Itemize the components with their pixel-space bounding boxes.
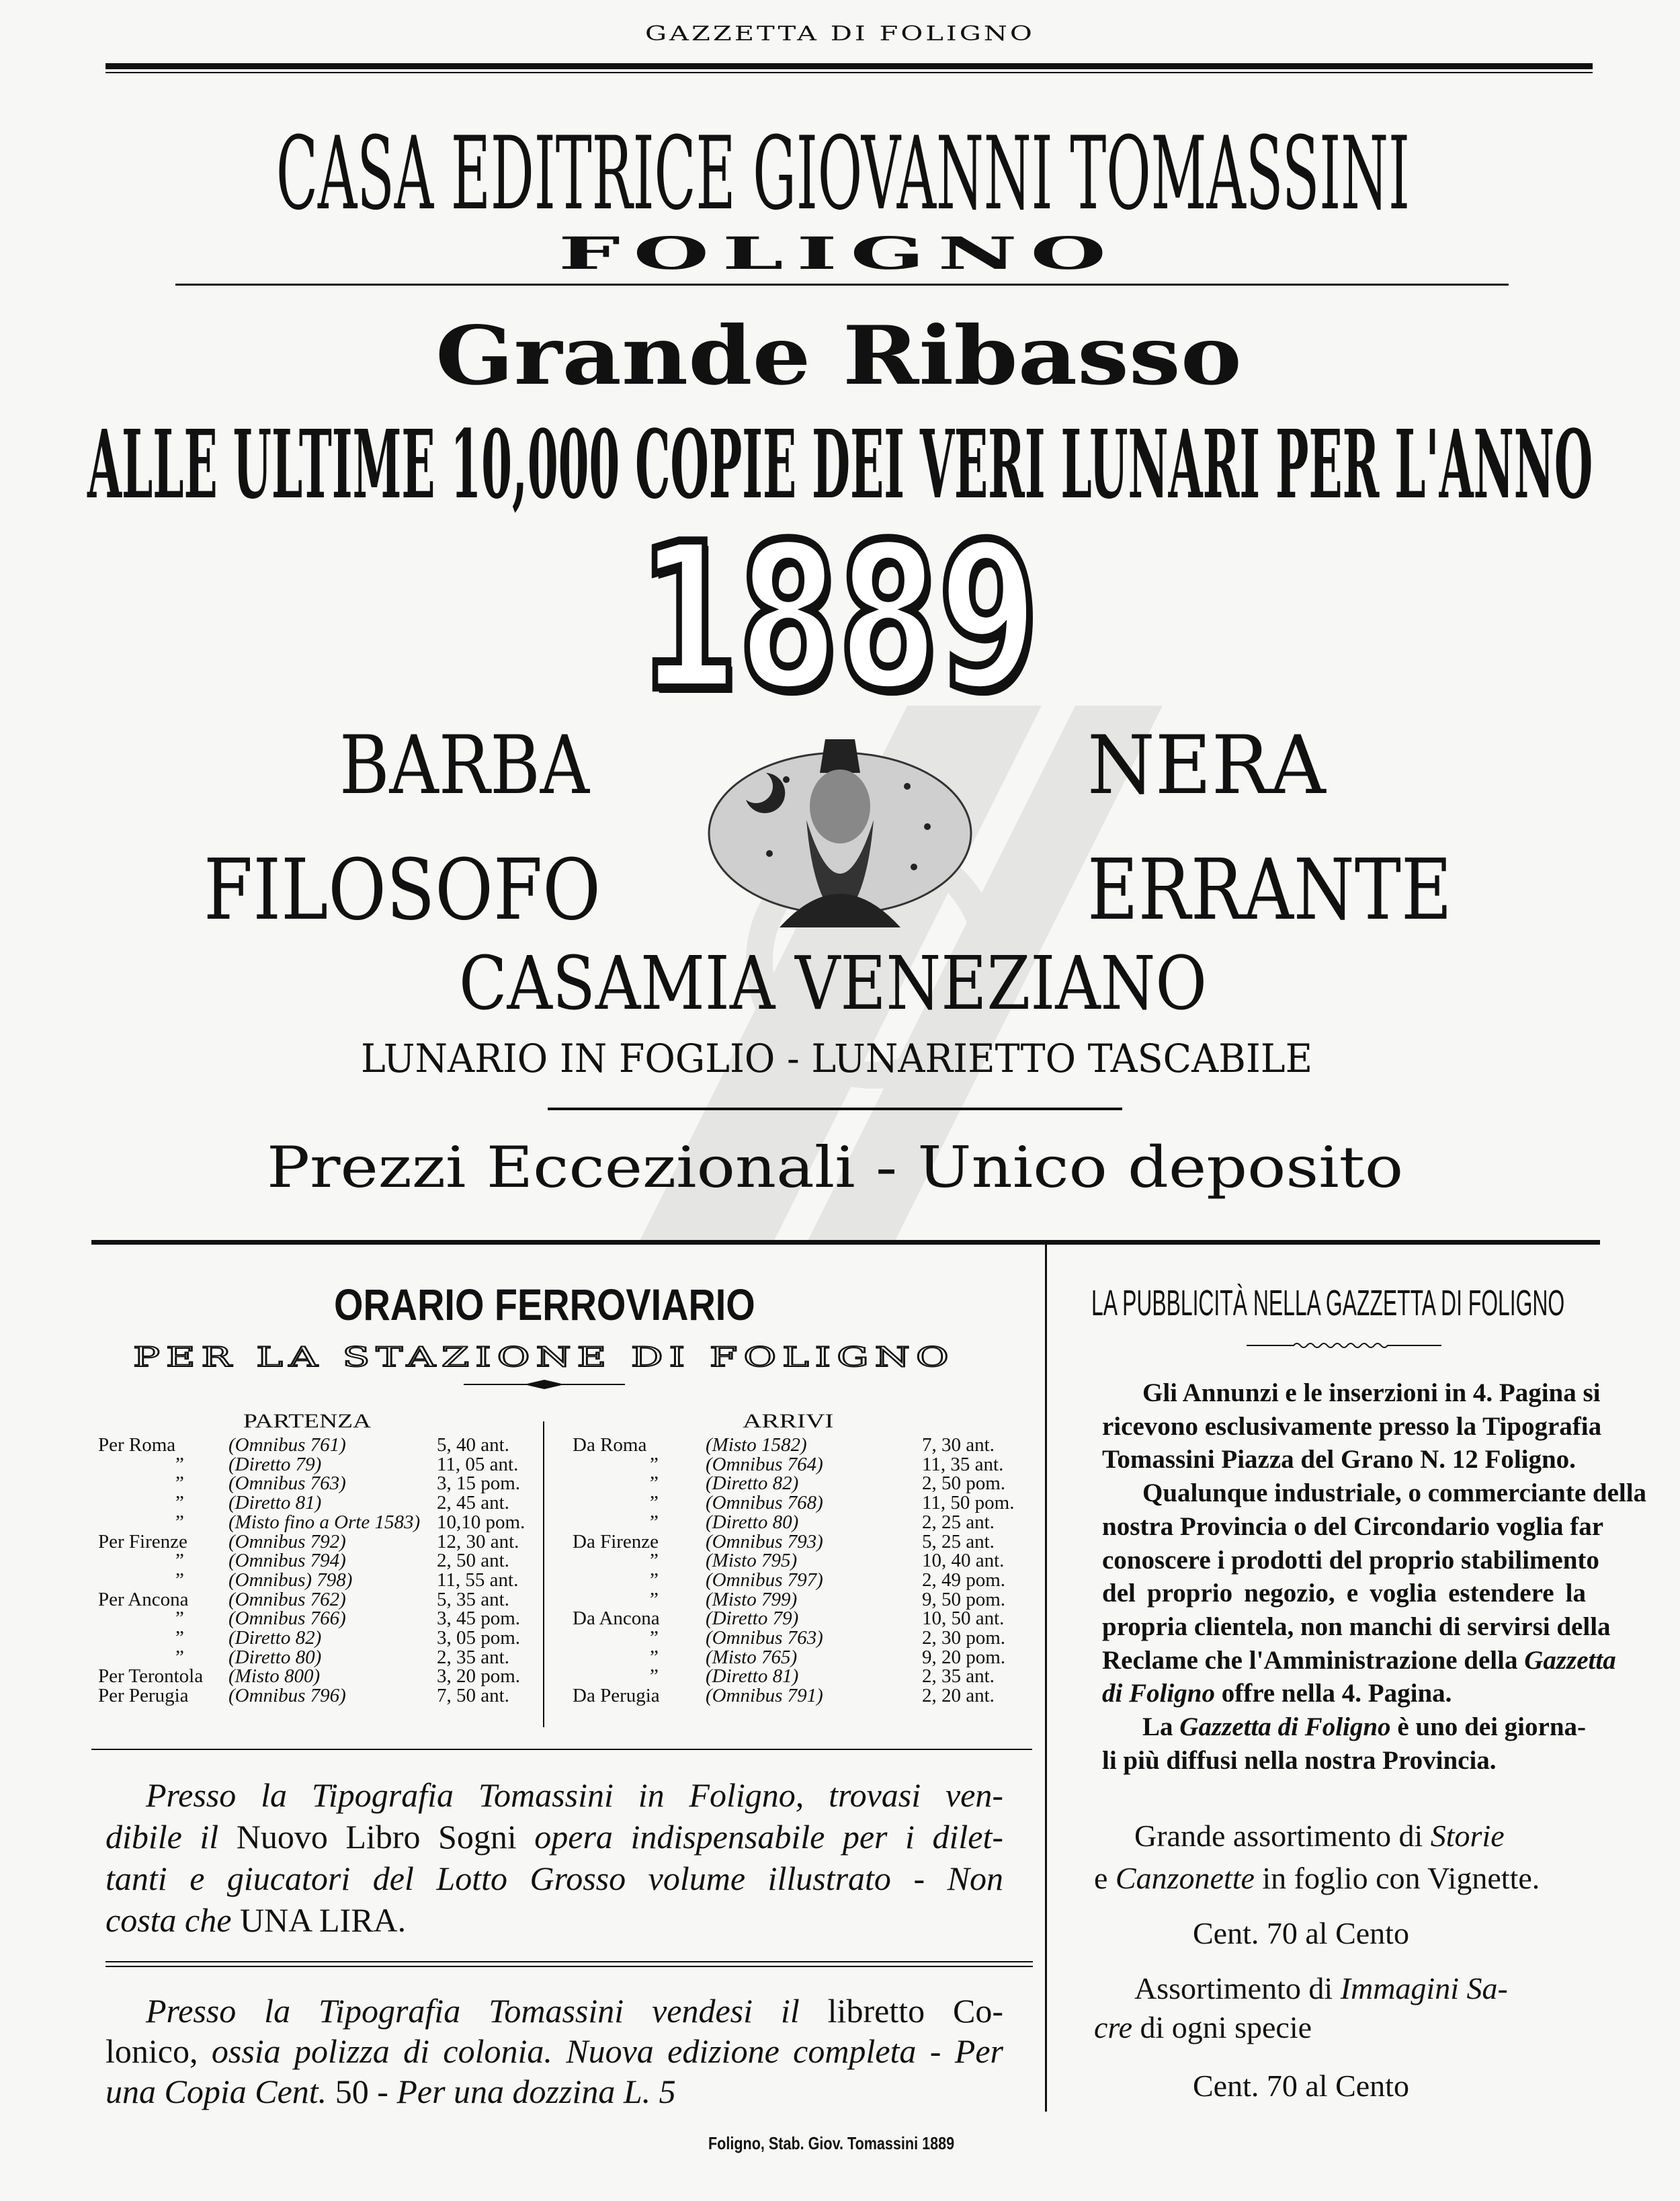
- italic-text: dibile il: [106, 1818, 237, 1856]
- train-time: 2, 25 ant.: [922, 1511, 995, 1533]
- station-name: ”: [650, 1550, 659, 1572]
- prices-line: Prezzi Eccezionali - Unico deposito: [267, 1134, 1404, 1200]
- train-time: 11, 05 ant.: [437, 1453, 519, 1475]
- train-name: (Omnibus 762): [228, 1588, 346, 1610]
- train-time: 11, 35 ant.: [922, 1453, 1004, 1475]
- title-barba: BARBA: [339, 719, 590, 813]
- train-time: 10,10 pom.: [437, 1511, 526, 1533]
- italic-text: costa che: [106, 1901, 240, 1939]
- publicity-line: [1142, 1477, 1647, 1510]
- title-filosofo: FILOSOFO: [204, 841, 601, 939]
- train-name: (Diretto 81): [706, 1665, 799, 1688]
- train-name: (Diretto 82): [706, 1472, 799, 1495]
- footer-imprint: Foligno, Stab. Giov. Tomassini 1889: [708, 2133, 955, 2153]
- station-name: Da Roma: [573, 1434, 647, 1456]
- train-name: (Omnibus 796): [228, 1685, 346, 1707]
- immagini-italic: Immagini Sa-: [1340, 1971, 1508, 2005]
- immagini-line-2: [1094, 2009, 1312, 2045]
- price-storie: Cent. 70 al Cento: [1193, 1916, 1409, 1950]
- station-name: Da Firenze: [573, 1530, 659, 1552]
- publicity-line: [1102, 1443, 1586, 1477]
- ad-libro-line: [106, 1858, 1003, 1899]
- publicity-line: [1142, 1376, 1601, 1410]
- train-name: (Misto 1582): [706, 1434, 807, 1456]
- text: Tomassini Piazza del Grano N. 12 Foligno.: [1102, 1445, 1576, 1475]
- train-name: (Misto fino a Orte 1583): [228, 1511, 421, 1533]
- train-time: 2, 50 ant.: [437, 1550, 509, 1572]
- train-name: (Omnibus 768): [706, 1492, 823, 1514]
- station-name: ”: [175, 1550, 184, 1572]
- text: Nuovo Libro Sogni: [236, 1818, 535, 1856]
- station-name: ”: [650, 1627, 659, 1649]
- rule-formats: [548, 1108, 1122, 1110]
- station-name: ”: [175, 1627, 184, 1649]
- publicity-line: [1102, 1744, 1586, 1778]
- double-rule-a: [106, 1961, 1033, 1962]
- ad-libretto-line: [106, 2031, 1003, 2071]
- headline-year: 1889: [638, 501, 1038, 735]
- station-name: ”: [175, 1569, 184, 1591]
- text: Qualunque industriale, o commerciante della: [1142, 1479, 1647, 1508]
- headline-offer: ALLE ULTIME 10,000 COPIE DEI VERI LUNARI PER L'ANNO: [87, 410, 1593, 520]
- italic-text: - Per una dozzina L. 5: [368, 2073, 676, 2110]
- train-name: (Omnibus 764): [706, 1453, 823, 1475]
- train-time: 2, 35 ant.: [922, 1665, 995, 1688]
- text: UNA LIRA.: [239, 1901, 407, 1939]
- italic-text: Gazzetta: [1524, 1645, 1616, 1675]
- train-time: 11, 50 pom.: [922, 1492, 1015, 1514]
- train-time: 3, 45 pom.: [437, 1608, 521, 1630]
- storie-text: e: [1094, 1861, 1116, 1895]
- train-time: 7, 30 ant.: [922, 1434, 995, 1456]
- text: La: [1142, 1712, 1180, 1741]
- station-name: ”: [650, 1511, 659, 1533]
- timetable-divider: [543, 1421, 544, 1727]
- train-time: 5, 25 ant.: [922, 1530, 995, 1552]
- italic-text: Gazzetta di Foligno: [1179, 1712, 1391, 1741]
- storie-italic: Canzonette: [1115, 1861, 1255, 1895]
- formats-line: LUNARIO IN FOGLIO - LUNARIETTO TASCABILE: [361, 1036, 1313, 1081]
- italic-text: tanti e giucatori del Lotto Grosso volume illustrato - Non: [106, 1860, 1003, 1897]
- train-time: 2, 20 ant.: [922, 1685, 995, 1707]
- publicity-line: [1102, 1644, 1616, 1677]
- train-name: (Omnibus 761): [228, 1434, 346, 1456]
- text: li più diffusi nella nostra Provincia.: [1102, 1745, 1497, 1775]
- italic-text: una Copia Cent.: [106, 2073, 335, 2110]
- train-name: (Omnibus) 798): [228, 1569, 353, 1591]
- immagini-line-1: [1134, 1970, 1508, 2006]
- train-name: (Diretto 80): [228, 1646, 322, 1668]
- train-name: (Omnibus 793): [706, 1530, 823, 1552]
- text: libretto Co-: [827, 1992, 1003, 2030]
- text: nostra Provincia o del Circondario voglia far: [1102, 1511, 1604, 1541]
- storie-line-2: [1094, 1860, 1540, 1896]
- train-name: (Omnibus 763): [706, 1627, 823, 1649]
- train-time: 11, 55 ant.: [437, 1569, 519, 1591]
- price-immagini: Cent. 70 al Cento: [1193, 2069, 1409, 2103]
- ad-libro-line: [106, 1816, 1003, 1858]
- train-name: (Diretto 79): [706, 1608, 799, 1630]
- top-rule-thin: [106, 72, 1593, 73]
- italic-text: ossia polizza di colonia. Nuova edizione completa - Per: [211, 2032, 1003, 2070]
- train-name: (Omnibus 766): [228, 1608, 346, 1630]
- ad-libretto-line: [106, 2071, 1003, 2112]
- train-name: (Omnibus 792): [228, 1530, 346, 1552]
- ornament-divider: [464, 1379, 625, 1390]
- column-divider: [1045, 1245, 1047, 2112]
- top-rule: [106, 63, 1593, 69]
- train-name: (Diretto 79): [228, 1453, 322, 1475]
- text: offre nella 4. Pagina.: [1214, 1679, 1452, 1708]
- text: conoscere i prodotti del proprio stabilimento: [1102, 1545, 1599, 1575]
- italic-text: Presso la Tipografia Tomassini vendesi il: [146, 1992, 828, 2030]
- timetable-title: ORARIO FERROVIARIO: [334, 1280, 755, 1329]
- train-time: 10, 50 ant.: [922, 1608, 1005, 1630]
- italic-text: opera indispensabile per i dilet-: [534, 1818, 1003, 1856]
- publisher-city: FOLIGNO: [558, 227, 1120, 280]
- station-name: ”: [650, 1665, 659, 1688]
- station-name: ”: [175, 1608, 184, 1630]
- station-name: Da Perugia: [573, 1685, 660, 1707]
- station-name: ”: [175, 1472, 184, 1495]
- train-time: 9, 50 pom.: [922, 1588, 1006, 1610]
- section-rule: [91, 1240, 1600, 1245]
- station-name: ”: [650, 1646, 659, 1668]
- station-name: ”: [175, 1646, 184, 1668]
- station-name: Per Terontola: [98, 1665, 204, 1688]
- station-name: ”: [175, 1492, 184, 1514]
- publicity-line: [1102, 1510, 1604, 1544]
- train-name: (Omnibus 763): [228, 1472, 346, 1495]
- italic-text: Presso la Tipografia Tomassini in Foligno, trovasi ven-: [146, 1776, 1003, 1814]
- station-name: ”: [650, 1569, 659, 1591]
- astrologer-illustration: [706, 726, 974, 934]
- train-time: 3, 20 pom.: [437, 1665, 521, 1688]
- train-name: (Omnibus 797): [706, 1569, 823, 1591]
- publicity-line: [1102, 1677, 1586, 1710]
- rule-under-timetable: [91, 1749, 1032, 1750]
- storie-line-1: [1134, 1818, 1505, 1854]
- train-name: (Misto 800): [228, 1665, 321, 1688]
- title-casamia-veneziano: CASAMIA VENEZIANO: [459, 940, 1207, 1026]
- train-name: (Omnibus 791): [706, 1685, 823, 1707]
- timetable-subtitle: PER LA STAZIONE DI FOLIGNO: [133, 1342, 955, 1373]
- publicity-line: [1142, 1710, 1586, 1744]
- train-name: (Diretto 82): [228, 1627, 322, 1649]
- station-name: ”: [650, 1472, 659, 1495]
- station-name: Da Ancona: [573, 1608, 660, 1630]
- text: lonico,: [106, 2032, 212, 2070]
- train-name: (Omnibus 794): [228, 1550, 346, 1572]
- train-time: 5, 35 ant.: [437, 1588, 509, 1610]
- ad-libro-line: [106, 1899, 1003, 1941]
- station-name: ”: [650, 1588, 659, 1610]
- train-time: 3, 05 pom.: [437, 1627, 521, 1649]
- station-name: ”: [175, 1453, 184, 1475]
- ad-libro-line: [146, 1774, 1003, 1816]
- station-name: Per Firenze: [98, 1530, 187, 1552]
- train-name: (Misto 765): [706, 1646, 798, 1668]
- train-name: (Misto 795): [706, 1550, 798, 1572]
- text: è uno dei giorna-: [1390, 1712, 1586, 1741]
- train-name: (Misto 799): [706, 1588, 798, 1610]
- running-head: GAZZETTA DI FOLIGNO: [645, 22, 1035, 46]
- immagini-text: di ogni specie: [1132, 2010, 1312, 2044]
- station-name: ”: [650, 1492, 659, 1514]
- storie-italic: Storie: [1430, 1819, 1505, 1853]
- train-time: 10, 40 ant.: [922, 1550, 1005, 1572]
- publicity-line: [1102, 1544, 1599, 1577]
- immagini-italic: cre: [1094, 2010, 1133, 2044]
- immagini-text: Assortimento di: [1134, 1971, 1341, 2005]
- rule-publisher: [175, 284, 1509, 286]
- text: ricevono esclusivamente presso la Tipografia: [1102, 1411, 1602, 1441]
- arrivals-label: ARRIVI: [743, 1410, 834, 1432]
- publicity-line: [1102, 1577, 1586, 1610]
- train-time: 9, 20 pom.: [922, 1646, 1006, 1668]
- station-name: Per Perugia: [98, 1685, 189, 1707]
- train-time: 7, 50 ant.: [437, 1685, 509, 1707]
- publicity-title: LA PUBBLICITÀ NELLA GAZZETTA DI FOLIGNO: [1091, 1283, 1565, 1323]
- headline-grande-ribasso: Grande Ribasso: [435, 308, 1242, 403]
- departures-label: PARTENZA: [243, 1410, 372, 1432]
- station-name: ”: [650, 1453, 659, 1475]
- publisher-name: CASA EDITRICE GIOVANNI TOMASSINI: [276, 116, 1410, 233]
- title-errante: ERRANTE: [1087, 841, 1452, 939]
- train-time: 3, 15 pom.: [437, 1472, 521, 1495]
- storie-text: in foglio con Vignette.: [1254, 1861, 1540, 1895]
- storie-text: Grande assortimento di: [1134, 1819, 1431, 1853]
- text: del proprio negozio, e voglia estendere la: [1102, 1579, 1586, 1608]
- italic-text: di Foligno: [1102, 1679, 1215, 1708]
- train-time: 2, 49 pom.: [922, 1569, 1006, 1591]
- train-time: 12, 30 ant.: [437, 1530, 519, 1552]
- station-name: Per Roma: [98, 1434, 176, 1456]
- double-rule-b: [106, 1966, 1033, 1967]
- train-time: 2, 50 pom.: [922, 1472, 1006, 1495]
- train-time: 2, 35 ant.: [437, 1646, 509, 1668]
- ad-libretto-line: [146, 1991, 1003, 2031]
- text: Gli Annunzi e le inserzioni in 4. Pagina si: [1142, 1378, 1601, 1407]
- wavy-divider: [1247, 1341, 1441, 1350]
- text: 50: [335, 2073, 369, 2110]
- text: Reclame che l'Amministrazione della: [1102, 1645, 1525, 1675]
- text: propria clientela, non manchi di servirsi della: [1102, 1612, 1611, 1641]
- publicity-line: [1102, 1410, 1602, 1444]
- station-name: ”: [175, 1511, 184, 1533]
- publicity-line: [1102, 1610, 1611, 1644]
- train-name: (Diretto 81): [228, 1492, 322, 1514]
- title-nera: NERA: [1087, 719, 1326, 813]
- train-time: 2, 30 pom.: [922, 1627, 1006, 1649]
- train-time: 2, 45 ant.: [437, 1492, 509, 1514]
- station-name: Per Ancona: [98, 1588, 189, 1610]
- train-name: (Diretto 80): [706, 1511, 799, 1533]
- train-time: 5, 40 ant.: [437, 1434, 509, 1456]
